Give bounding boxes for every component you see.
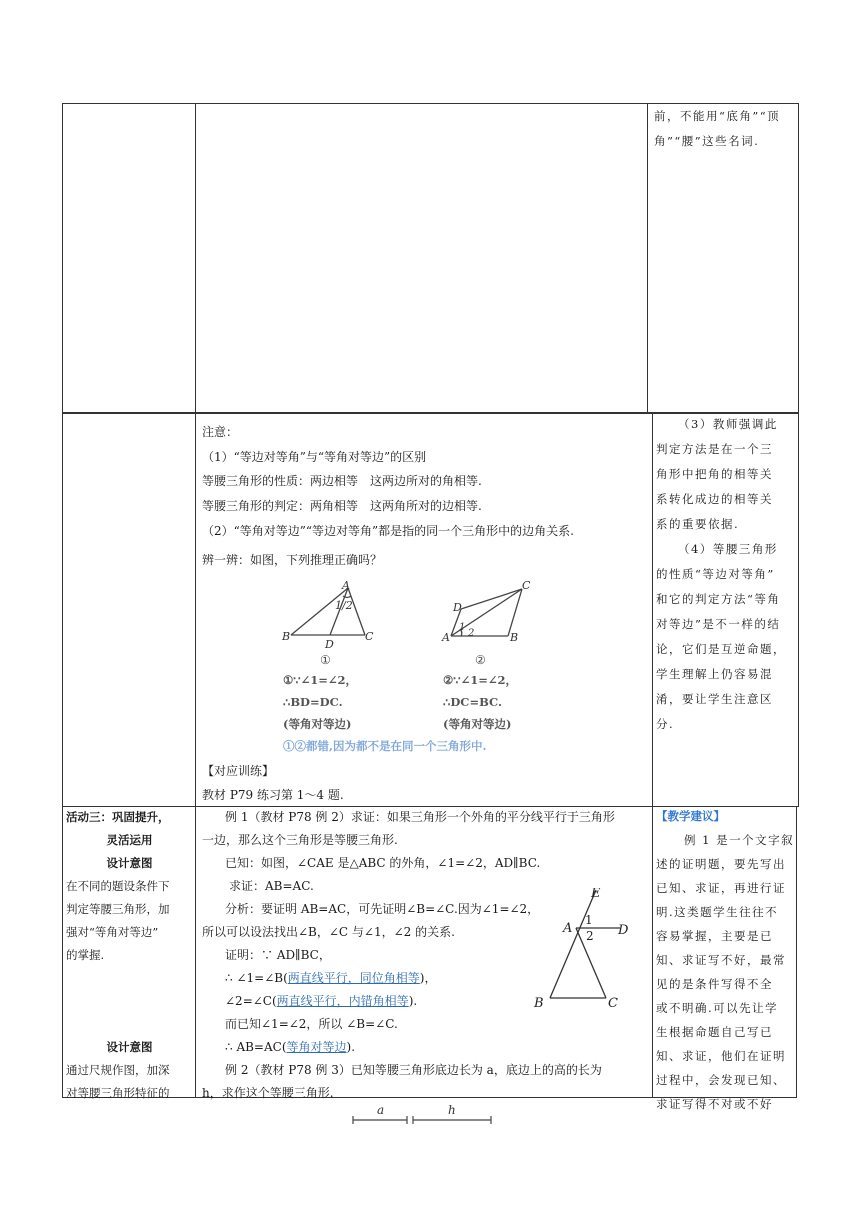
activity-subtitle: 灵活运用 bbox=[106, 833, 153, 847]
ex1-fig-label-A: A bbox=[563, 921, 573, 936]
middle-table-divider-2 bbox=[652, 413, 653, 807]
ex1-fig-label-E: E bbox=[591, 888, 601, 901]
fig2-label-A: A bbox=[442, 631, 450, 644]
fig1-label-C: C bbox=[365, 630, 374, 643]
ex1-fig-label-D: D bbox=[618, 923, 629, 938]
ex1-analysis-2: 所以可以设法找出∠B，∠C 与∠1，∠2 的关系. bbox=[202, 925, 455, 939]
ex1-analysis-1: 分析：要证明 AB=AC，可先证明∠B=∠C.因为∠1=∠2， bbox=[225, 902, 540, 916]
ex1-prove: 求证：AB=AC. bbox=[229, 879, 314, 893]
fig1-label-A: A bbox=[342, 579, 350, 592]
discrimination-figure bbox=[270, 578, 550, 670]
top-right-note: 前，不能用“底角”“顶 角”“腰”这些名词. bbox=[654, 109, 781, 148]
segments-a-h bbox=[345, 1100, 505, 1128]
practice-title: 【对应训练】 bbox=[202, 764, 275, 778]
segment-a-label: a bbox=[377, 1103, 385, 1117]
fig1-reason-2: ∴BD=DC. bbox=[283, 695, 343, 709]
ex1-line-2: 一边，那么这个三角形是等腰三角形. bbox=[202, 833, 398, 847]
teaching-suggestion: 【教学建议】 例 1 是一个文字叙 述的证明题，要先写出 已知、求证，再进行证 明.这类题学生往往不 容易掌握，主要是已 知、求证写不好，最常 见的是条件写得不全 或不明确.可以先让学 生根据命题自己写已 知、求证，他们在证明 过程中，会发现已知、 求证写得不对或不好 bbox=[656, 804, 796, 1116]
proof-reason-1: 两直线平行，同位角相等 bbox=[287, 971, 420, 985]
ex1-line-1: 例 1（教材 P78 例 2）求证：如果三角形一个外角的平分线平行于三角形 bbox=[225, 810, 615, 824]
ex2-line-2: h，求作这个等腰三角形. bbox=[202, 1086, 334, 1100]
fig1-label-D: D bbox=[325, 638, 334, 651]
note-title: 注意： bbox=[202, 425, 239, 439]
figure-conclusion: ①②都错,因为都不是在同一个三角形中. bbox=[283, 739, 487, 753]
ex1-fig-angle-2: 2 bbox=[586, 929, 594, 943]
top-table-divider-1 bbox=[195, 103, 196, 413]
proof-step-2: ∠2=∠C(两直线平行，内错角相等). bbox=[225, 994, 418, 1008]
note-line-5: 辨一辨：如图，下列推理正确吗？ bbox=[202, 553, 383, 567]
fig2-label-D: D bbox=[453, 601, 462, 614]
top-table-divider-2 bbox=[647, 103, 648, 413]
example1-figure bbox=[530, 888, 640, 1010]
proof-step-4: ∴ AB=AC(等角对等边). bbox=[225, 1040, 356, 1054]
note-line-1: （1）“等边对等角”与“等角对等边”的区别 bbox=[202, 450, 427, 464]
fig2-reason-3: (等角对等边) bbox=[443, 717, 512, 731]
design-intent-title-2: 设计意图 bbox=[106, 1040, 153, 1054]
proof-reason-2: 两直线平行，内错角相等 bbox=[276, 994, 409, 1008]
fig2-angle-2: 2 bbox=[468, 628, 475, 639]
activity-column: 活动三：巩固提升， 灵活运用 设计意图 在不同的题设条件下 判定等腰三角形，加 强对“等角对等边” 的掌握. 设计意图 通过尺规作图，加深 对等腰三角形特征的 bbox=[66, 806, 193, 1105]
middle-table-divider-1 bbox=[195, 413, 196, 807]
proof-title: 证明：∵ AD∥BC， bbox=[225, 948, 331, 962]
fig1-reason-3: (等角对等边) bbox=[283, 717, 352, 731]
figure-1 bbox=[291, 588, 365, 635]
middle-right-note: （3）教师强调此 判定方法是在一个三 角形中把角的相等关 系转化成边的相等关 系的重要依据. （4）等腰三角形 的性质“等边对等角” 和它的判定方法“等角 对等边”是不一样的结 论，它们是互逆命题， 学生理解上仍容易混 淆，要让学生注意区 分. bbox=[656, 417, 786, 731]
ex1-fig-label-B: B bbox=[534, 996, 544, 1010]
ex1-fig-angle-1: 1 bbox=[585, 913, 593, 927]
fig2-angle-1: 1 bbox=[459, 622, 466, 633]
fig1-number: ① bbox=[320, 653, 331, 667]
fig1-label-angles: 1/2 bbox=[335, 599, 353, 612]
fig2-number: ② bbox=[475, 653, 486, 667]
practice-text: 教材 P79 练习第 1～4 题. bbox=[202, 788, 344, 802]
proof-step-1: ∴ ∠1=∠B(两直线平行，同位角相等)， bbox=[225, 971, 437, 985]
teaching-suggestion-title: 【教学建议】 bbox=[656, 809, 725, 823]
fig2-reason-2: ∴DC=BC. bbox=[443, 695, 502, 709]
fig1-reason-1: ①∵∠1=∠2， bbox=[283, 673, 358, 687]
proof-step-3: 而已知∠1=∠2，所以 ∠B=∠C. bbox=[225, 1017, 398, 1031]
proof-reason-4: 等角对等边 bbox=[286, 1040, 347, 1054]
design-intent-title-1: 设计意图 bbox=[106, 856, 153, 870]
fig2-reason-1: ②∵∠1=∠2， bbox=[443, 673, 518, 687]
note-line-3: 等腰三角形的判定：两角相等 这两角所对的边相等. bbox=[202, 499, 482, 513]
fig2-label-C: C bbox=[522, 579, 531, 592]
segment-h-label: h bbox=[448, 1103, 456, 1117]
ex2-line-1: 例 2（教材 P78 例 3）已知等腰三角形底边长为 a，底边上的高的长为 bbox=[225, 1063, 602, 1077]
note-line-2: 等腰三角形的性质：两边相等 这两边所对的角相等. bbox=[202, 474, 482, 488]
activity-title: 活动三：巩固提升， bbox=[66, 810, 170, 824]
fig1-label-B: B bbox=[282, 630, 291, 643]
bottom-table-divider-1 bbox=[195, 806, 196, 1098]
ex1-fig-label-C: C bbox=[608, 996, 618, 1010]
fig2-label-B: B bbox=[510, 631, 519, 644]
ex1-given: 已知：如图，∠CAE 是△ABC 的外角，∠1=∠2，AD∥BC. bbox=[225, 856, 541, 870]
note-line-4: （2）“等角对等边”“等边对等角”都是指的同一个三角形中的边角关系. bbox=[202, 524, 574, 538]
bottom-table-divider-2 bbox=[652, 806, 653, 1098]
